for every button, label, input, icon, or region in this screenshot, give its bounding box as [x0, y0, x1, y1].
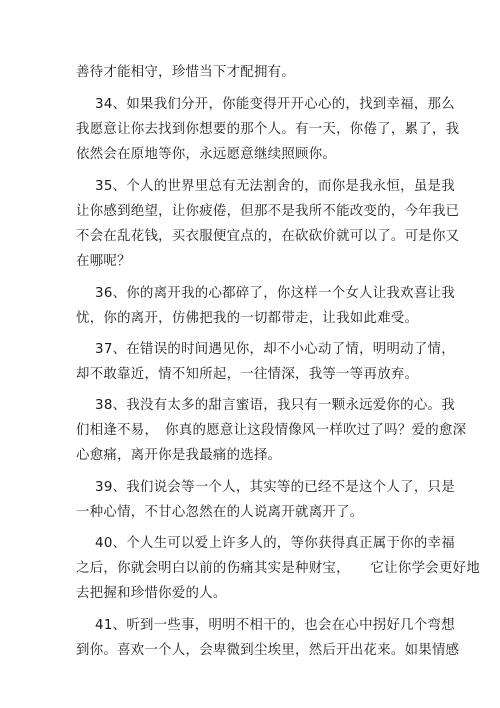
- text-line: 心愈痛，离开你是我最痛的选择。: [76, 448, 282, 463]
- text-line: 37、在错误的时间遇见你，却不小心动了情，明明动了情，: [95, 342, 455, 357]
- text-line: 34、如果我们分开，你能变得开开心心的，找到幸福，那么: [95, 97, 455, 112]
- text-line: 善待才能相守，珍惜当下才配拥有。: [76, 65, 296, 80]
- text-line: 36、你的离开我的心都碎了，你这样一个女人让我欢喜让我: [95, 286, 455, 301]
- text-line: 38、我没有太多的甜言蜜语，我只有一颗永远爱你的心。我: [95, 398, 455, 413]
- text-line: 41、听到一些事，明明不相干的，也会在心中拐好几个弯想: [95, 618, 455, 633]
- text-line: 一种心情，不甘心忽然在的人说离开就离开了。: [76, 505, 364, 520]
- text-line: 到你。喜欢一个人，会卑微到尘埃里，然后开出花来。如果情感: [76, 643, 460, 658]
- text-line: 我愿意让你去找到你想要的那个人。有一天，你倦了，累了，我: [76, 122, 460, 137]
- text-line: 35、个人的世界里总有无法割舍的，而你是我永恒，虽是我: [95, 179, 455, 194]
- text-line: 让你感到绝望，让你疲倦，但那不是我所不能改变的，今年我已: [76, 204, 460, 219]
- text-line: 们相逢不易， 你真的愿意让这段情像风一样吹过了吗？爱的愈深: [76, 423, 467, 438]
- text-line: 40、个人生可以爱上许多人的，等你获得真正属于你的幸福: [95, 536, 455, 551]
- text-line: 却不敢靠近，情不知所起，一往情深，我等一等再放弃。: [76, 367, 419, 382]
- text-line: 去把握和珍惜你爱的人。: [76, 586, 227, 601]
- text-line: 在哪呢？: [76, 254, 131, 269]
- text-line: 39、我们说会等一个人，其实等的已经不是这个人了，只是: [95, 480, 455, 495]
- text-line: 忧，你的离开，仿佛把我的一切都带走，让我如此难受。: [76, 311, 419, 326]
- text-line: 不会在乱花钱，买衣服便宜点的，在砍砍价就可以了。可是你又: [76, 229, 460, 244]
- text-line: 之后，你就会明白以前的伤痛其实是种财宝， 它让你学会更好地: [76, 561, 481, 576]
- text-line: 依然会在原地等你，永远愿意继续照顾你。: [76, 147, 337, 162]
